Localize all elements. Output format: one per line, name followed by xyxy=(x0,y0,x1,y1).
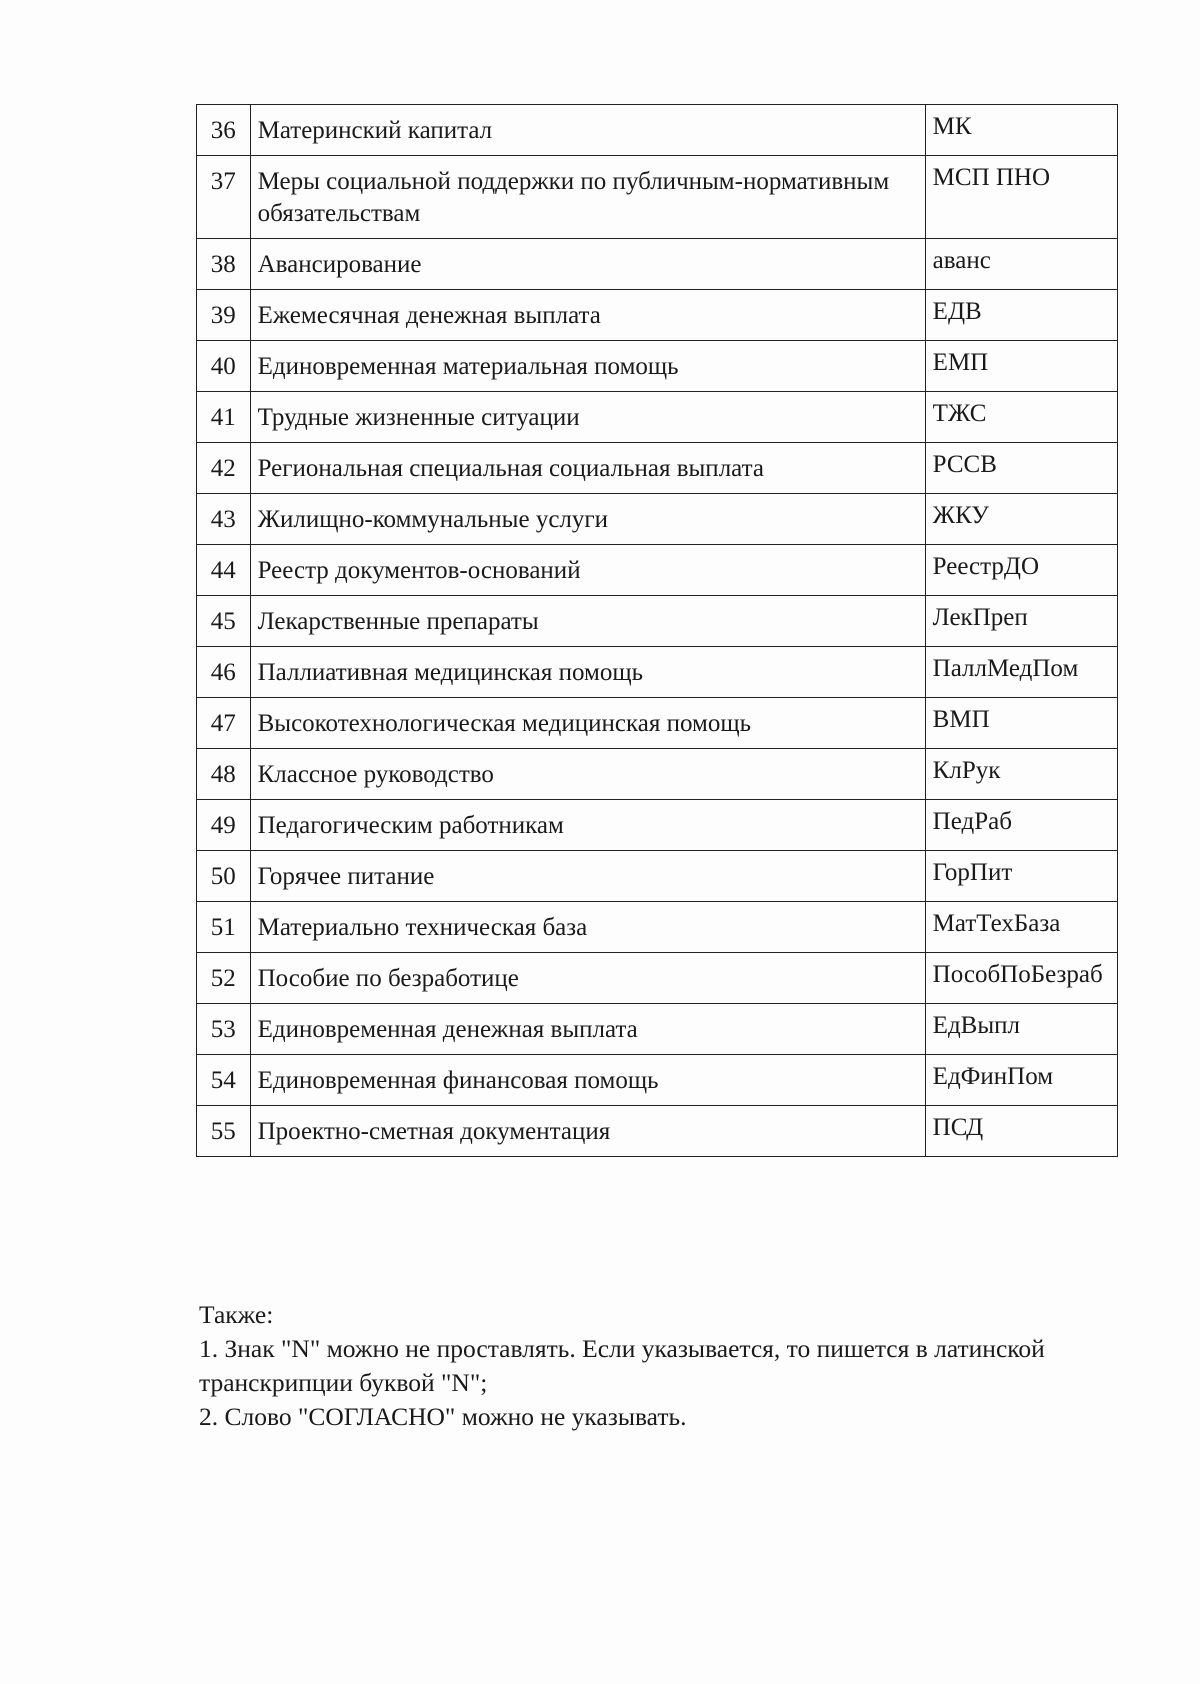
row-number-cell: 55 xyxy=(197,1106,251,1157)
table-row xyxy=(197,1106,1118,1157)
row-name-cell: Горячее питание xyxy=(250,851,925,902)
row-name-cell: Авансирование xyxy=(250,239,925,290)
table-row xyxy=(197,156,1118,239)
row-abbreviation-cell: МСП ПНО xyxy=(925,156,1117,239)
table-row xyxy=(197,902,1118,953)
row-name-cell: Проектно-сметная документация xyxy=(250,1106,925,1157)
row-abbreviation-cell: ТЖС xyxy=(925,392,1117,443)
table-row xyxy=(197,953,1118,1004)
row-abbreviation-cell: ПСД xyxy=(925,1106,1117,1157)
row-name-cell: Материнский капитал xyxy=(250,105,925,156)
row-abbreviation-cell: ЛекПреп xyxy=(925,596,1117,647)
row-number-cell: 43 xyxy=(197,494,251,545)
table-row xyxy=(197,105,1118,156)
notes-section xyxy=(199,1298,1159,1434)
table-row xyxy=(197,1004,1118,1055)
table-row xyxy=(197,749,1118,800)
row-name-cell: Региональная специальная социальная выплата xyxy=(250,443,925,494)
row-number-cell: 48 xyxy=(197,749,251,800)
row-number-cell: 38 xyxy=(197,239,251,290)
row-number-cell: 51 xyxy=(197,902,251,953)
row-number-cell: 39 xyxy=(197,290,251,341)
note-item-1: 1. Знак "N" можно не проставлять. Если указывается, то пишется в латинской транскрипции буквой "N"; xyxy=(199,1334,1045,1397)
row-name-cell: Высокотехнологическая медицинская помощь xyxy=(250,698,925,749)
row-name-cell: Материально техническая база xyxy=(250,902,925,953)
row-name-cell: Жилищно-коммунальные услуги xyxy=(250,494,925,545)
row-abbreviation-cell: РССВ xyxy=(925,443,1117,494)
row-number-cell: 42 xyxy=(197,443,251,494)
row-abbreviation-cell: ПедРаб xyxy=(925,800,1117,851)
row-name-cell: Меры социальной поддержки по публичным-нормативным обязательствам xyxy=(250,156,925,239)
table-row xyxy=(197,494,1118,545)
abbreviation-table xyxy=(196,104,1118,1157)
table-row xyxy=(197,290,1118,341)
table-row xyxy=(197,545,1118,596)
row-name-cell: Реестр документов-оснований xyxy=(250,545,925,596)
row-name-cell: Трудные жизненные ситуации xyxy=(250,392,925,443)
table-row xyxy=(197,698,1118,749)
table-row xyxy=(197,1055,1118,1106)
abbreviation-table-body xyxy=(197,105,1118,1157)
row-number-cell: 45 xyxy=(197,596,251,647)
row-abbreviation-cell: ВМП xyxy=(925,698,1117,749)
table-row xyxy=(197,596,1118,647)
row-name-cell: Пособие по безработице xyxy=(250,953,925,1004)
row-name-cell: Единовременная материальная помощь xyxy=(250,341,925,392)
row-number-cell: 44 xyxy=(197,545,251,596)
table-row xyxy=(197,392,1118,443)
row-number-cell: 50 xyxy=(197,851,251,902)
row-abbreviation-cell: аванс xyxy=(925,239,1117,290)
row-name-cell: Единовременная финансовая помощь xyxy=(250,1055,925,1106)
row-name-cell: Лекарственные препараты xyxy=(250,596,925,647)
table-row xyxy=(197,443,1118,494)
table-row xyxy=(197,239,1118,290)
row-abbreviation-cell: ЕдВыпл xyxy=(925,1004,1117,1055)
row-name-cell: Классное руководство xyxy=(250,749,925,800)
row-abbreviation-cell: РеестрДО xyxy=(925,545,1117,596)
row-number-cell: 54 xyxy=(197,1055,251,1106)
row-number-cell: 49 xyxy=(197,800,251,851)
row-number-cell: 37 xyxy=(197,156,251,239)
row-number-cell: 53 xyxy=(197,1004,251,1055)
row-number-cell: 46 xyxy=(197,647,251,698)
table-row xyxy=(197,341,1118,392)
row-abbreviation-cell: КлРук xyxy=(925,749,1117,800)
row-name-cell: Педагогическим работникам xyxy=(250,800,925,851)
note-item-2: 2. Слово "СОГЛАСНО" можно не указывать. xyxy=(199,1402,687,1431)
row-name-cell: Паллиативная медицинская помощь xyxy=(250,647,925,698)
row-abbreviation-cell: МатТехБаза xyxy=(925,902,1117,953)
table-row xyxy=(197,800,1118,851)
row-abbreviation-cell: ПособПоБезраб xyxy=(925,953,1117,1004)
row-abbreviation-cell: ГорПит xyxy=(925,851,1117,902)
table-row xyxy=(197,851,1118,902)
row-number-cell: 47 xyxy=(197,698,251,749)
row-number-cell: 41 xyxy=(197,392,251,443)
row-number-cell: 52 xyxy=(197,953,251,1004)
row-abbreviation-cell: ЕдФинПом xyxy=(925,1055,1117,1106)
row-abbreviation-cell: ЖКУ xyxy=(925,494,1117,545)
notes-heading: Также: xyxy=(199,1300,274,1329)
row-name-cell: Единовременная денежная выплата xyxy=(250,1004,925,1055)
row-number-cell: 40 xyxy=(197,341,251,392)
table-row xyxy=(197,647,1118,698)
row-name-cell: Ежемесячная денежная выплата xyxy=(250,290,925,341)
row-abbreviation-cell: ПаллМедПом xyxy=(925,647,1117,698)
row-abbreviation-cell: МК xyxy=(925,105,1117,156)
row-abbreviation-cell: ЕДВ xyxy=(925,290,1117,341)
row-number-cell: 36 xyxy=(197,105,251,156)
row-abbreviation-cell: ЕМП xyxy=(925,341,1117,392)
